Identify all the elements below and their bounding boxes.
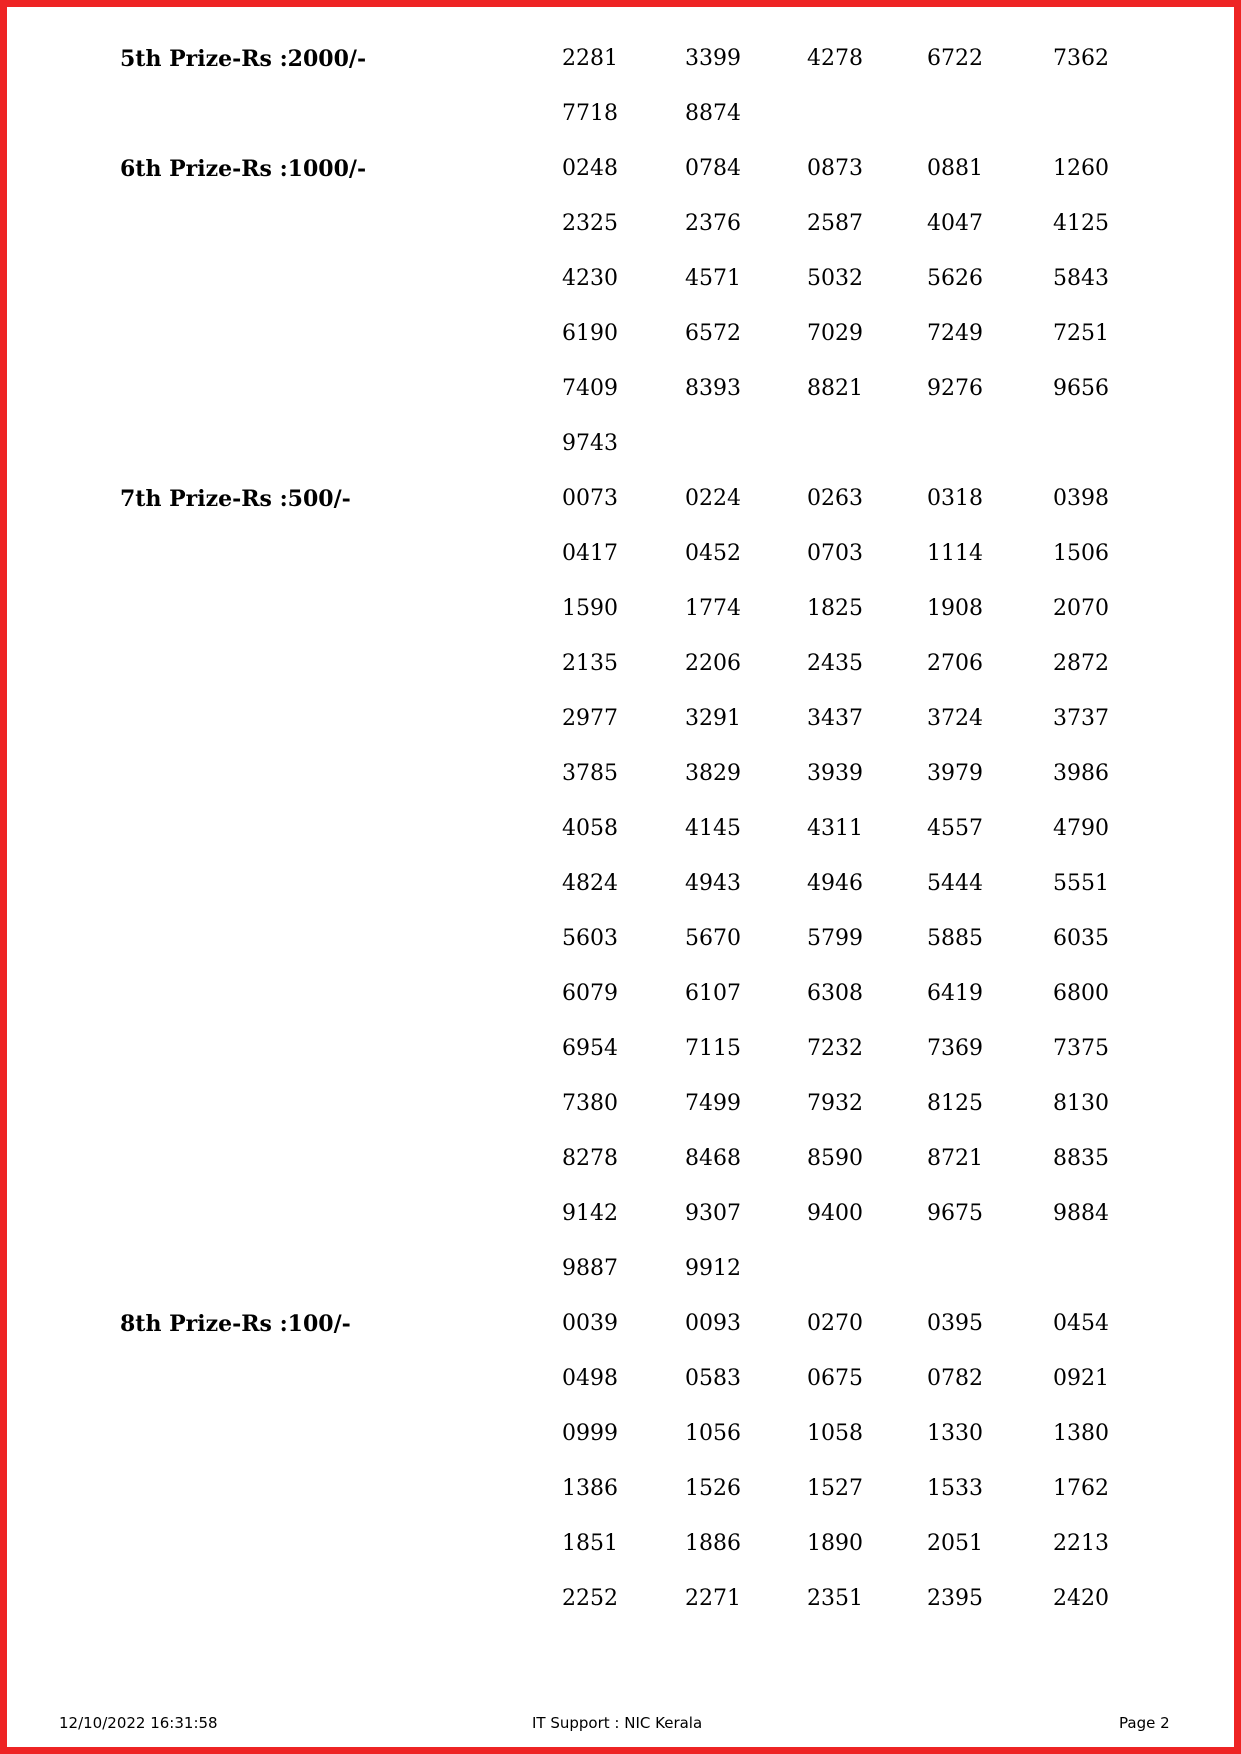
prize-label: 7th Prize-Rs :500/- [120, 486, 351, 512]
winning-number: 4125 [1053, 211, 1109, 236]
winning-number: 6035 [1053, 926, 1109, 951]
winning-number: 7362 [1053, 46, 1109, 71]
winning-number: 6308 [807, 981, 863, 1006]
winning-number: 2587 [807, 211, 863, 236]
winning-number: 4047 [927, 211, 983, 236]
winning-number: 7499 [685, 1091, 741, 1116]
number-row [0, 1575, 1241, 1630]
number-row [0, 365, 1241, 420]
winning-number: 2435 [807, 651, 863, 676]
winning-number: 1774 [685, 596, 741, 621]
winning-number: 7375 [1053, 1036, 1109, 1061]
winning-number: 1058 [807, 1421, 863, 1446]
winning-number: 0039 [562, 1311, 618, 1336]
winning-number: 9142 [562, 1201, 618, 1226]
winning-number: 1825 [807, 596, 863, 621]
winning-number: 0224 [685, 486, 741, 511]
winning-number: 4278 [807, 46, 863, 71]
winning-number: 9675 [927, 1201, 983, 1226]
winning-number: 8125 [927, 1091, 983, 1116]
winning-number: 3291 [685, 706, 741, 731]
winning-number: 9276 [927, 376, 983, 401]
number-row [0, 420, 1241, 475]
winning-number: 0454 [1053, 1311, 1109, 1336]
winning-number: 0881 [927, 156, 983, 181]
winning-number: 0583 [685, 1366, 741, 1391]
winning-number: 3437 [807, 706, 863, 731]
winning-number: 1908 [927, 596, 983, 621]
prize-label: 8th Prize-Rs :100/- [120, 1311, 351, 1337]
winning-number: 9884 [1053, 1201, 1109, 1226]
winning-number: 8874 [685, 101, 741, 126]
winning-number: 4790 [1053, 816, 1109, 841]
winning-number: 9912 [685, 1256, 741, 1281]
winning-number: 0675 [807, 1366, 863, 1391]
winning-number: 4145 [685, 816, 741, 841]
winning-number: 8721 [927, 1146, 983, 1171]
number-row [0, 750, 1241, 805]
number-row [0, 1410, 1241, 1465]
number-row [0, 1245, 1241, 1300]
winning-number: 6800 [1053, 981, 1109, 1006]
winning-number: 3939 [807, 761, 863, 786]
winning-number: 1886 [685, 1531, 741, 1556]
winning-number: 6572 [685, 321, 741, 346]
winning-number: 8821 [807, 376, 863, 401]
winning-number: 2977 [562, 706, 618, 731]
winning-number: 0921 [1053, 1366, 1109, 1391]
winning-number: 9307 [685, 1201, 741, 1226]
winning-number: 1590 [562, 596, 618, 621]
winning-number: 1056 [685, 1421, 741, 1446]
winning-number: 2376 [685, 211, 741, 236]
winning-number: 9743 [562, 431, 618, 456]
winning-number: 7232 [807, 1036, 863, 1061]
number-row [0, 1190, 1241, 1245]
winning-number: 8835 [1053, 1146, 1109, 1171]
winning-number: 7718 [562, 101, 618, 126]
footer-timestamp: 12/10/2022 16:31:58 [59, 1714, 218, 1732]
winning-number: 0417 [562, 541, 618, 566]
winning-number: 2252 [562, 1586, 618, 1611]
winning-number: 6419 [927, 981, 983, 1006]
number-row [0, 475, 1241, 530]
winning-number: 4943 [685, 871, 741, 896]
winning-number: 5626 [927, 266, 983, 291]
winning-number: 7115 [685, 1036, 741, 1061]
winning-number: 2706 [927, 651, 983, 676]
winning-number: 3986 [1053, 761, 1109, 786]
number-row [0, 1355, 1241, 1410]
number-row [0, 1520, 1241, 1575]
prize-label: 6th Prize-Rs :1000/- [120, 156, 367, 182]
winning-number: 2051 [927, 1531, 983, 1556]
winning-number: 7369 [927, 1036, 983, 1061]
winning-number: 2395 [927, 1586, 983, 1611]
footer-page-number: Page 2 [1119, 1714, 1170, 1732]
number-row [0, 530, 1241, 585]
number-row [0, 695, 1241, 750]
winning-number: 3724 [927, 706, 983, 731]
winning-number: 1386 [562, 1476, 618, 1501]
winning-number: 5885 [927, 926, 983, 951]
number-row [0, 970, 1241, 1025]
winning-number: 2271 [685, 1586, 741, 1611]
winning-number: 1527 [807, 1476, 863, 1501]
winning-number: 3399 [685, 46, 741, 71]
winning-number: 2135 [562, 651, 618, 676]
winning-number: 0398 [1053, 486, 1109, 511]
winning-number: 3785 [562, 761, 618, 786]
winning-number: 8278 [562, 1146, 618, 1171]
winning-number: 1380 [1053, 1421, 1109, 1446]
winning-number: 5670 [685, 926, 741, 951]
prize-section [0, 145, 1241, 475]
winning-number: 9887 [562, 1256, 618, 1281]
winning-number: 2281 [562, 46, 618, 71]
winning-number: 0999 [562, 1421, 618, 1446]
winning-number: 6079 [562, 981, 618, 1006]
winning-number: 3829 [685, 761, 741, 786]
winning-number: 1330 [927, 1421, 983, 1446]
winning-number: 7251 [1053, 321, 1109, 346]
number-row [0, 255, 1241, 310]
number-row [0, 915, 1241, 970]
winning-number: 0093 [685, 1311, 741, 1336]
prize-section [0, 1300, 1241, 1630]
winning-number: 1506 [1053, 541, 1109, 566]
number-row [0, 145, 1241, 200]
number-row [0, 200, 1241, 255]
winning-number: 4571 [685, 266, 741, 291]
winning-number: 7932 [807, 1091, 863, 1116]
winning-number: 2325 [562, 211, 618, 236]
winning-number: 7029 [807, 321, 863, 346]
winning-number: 7249 [927, 321, 983, 346]
winning-number: 0703 [807, 541, 863, 566]
prize-label: 5th Prize-Rs :2000/- [120, 46, 367, 72]
winning-number: 3737 [1053, 706, 1109, 731]
winning-number: 5799 [807, 926, 863, 951]
winning-number: 6722 [927, 46, 983, 71]
winning-number: 1260 [1053, 156, 1109, 181]
winning-number: 2070 [1053, 596, 1109, 621]
number-row [0, 1300, 1241, 1355]
winning-number: 5032 [807, 266, 863, 291]
winning-number: 9400 [807, 1201, 863, 1226]
number-row [0, 1080, 1241, 1135]
winning-number: 2420 [1053, 1586, 1109, 1611]
winning-number: 3979 [927, 761, 983, 786]
winning-number: 4946 [807, 871, 863, 896]
winning-number: 2213 [1053, 1531, 1109, 1556]
winning-number: 8130 [1053, 1091, 1109, 1116]
number-row [0, 585, 1241, 640]
winning-number: 0782 [927, 1366, 983, 1391]
number-row [0, 35, 1241, 90]
winning-number: 7380 [562, 1091, 618, 1116]
winning-number: 4058 [562, 816, 618, 841]
winning-number: 5843 [1053, 266, 1109, 291]
winning-number: 4824 [562, 871, 618, 896]
winning-number: 5551 [1053, 871, 1109, 896]
winning-number: 0248 [562, 156, 618, 181]
winning-number: 0270 [807, 1311, 863, 1336]
number-row [0, 1135, 1241, 1190]
prize-section [0, 475, 1241, 1300]
prize-results [0, 35, 1241, 1630]
winning-number: 1526 [685, 1476, 741, 1501]
winning-number: 4557 [927, 816, 983, 841]
winning-number: 1762 [1053, 1476, 1109, 1501]
winning-number: 2872 [1053, 651, 1109, 676]
winning-number: 0395 [927, 1311, 983, 1336]
winning-number: 4230 [562, 266, 618, 291]
winning-number: 8393 [685, 376, 741, 401]
number-row [0, 640, 1241, 695]
winning-number: 4311 [807, 816, 863, 841]
winning-number: 0873 [807, 156, 863, 181]
winning-number: 1533 [927, 1476, 983, 1501]
winning-number: 0073 [562, 486, 618, 511]
number-row [0, 1465, 1241, 1520]
winning-number: 2206 [685, 651, 741, 676]
winning-number: 5603 [562, 926, 618, 951]
winning-number: 6107 [685, 981, 741, 1006]
winning-number: 5444 [927, 871, 983, 896]
winning-number: 9656 [1053, 376, 1109, 401]
footer-support: IT Support : NIC Kerala [532, 1714, 703, 1732]
number-row [0, 1025, 1241, 1080]
winning-number: 6954 [562, 1036, 618, 1061]
number-row [0, 860, 1241, 915]
winning-number: 0318 [927, 486, 983, 511]
winning-number: 6190 [562, 321, 618, 346]
winning-number: 1851 [562, 1531, 618, 1556]
winning-number: 7409 [562, 376, 618, 401]
prize-section [0, 35, 1241, 145]
winning-number: 0263 [807, 486, 863, 511]
winning-number: 0452 [685, 541, 741, 566]
number-row [0, 90, 1241, 145]
winning-number: 8468 [685, 1146, 741, 1171]
winning-number: 1890 [807, 1531, 863, 1556]
number-row [0, 805, 1241, 860]
winning-number: 0498 [562, 1366, 618, 1391]
winning-number: 2351 [807, 1586, 863, 1611]
winning-number: 8590 [807, 1146, 863, 1171]
number-row [0, 310, 1241, 365]
winning-number: 1114 [927, 541, 983, 566]
winning-number: 0784 [685, 156, 741, 181]
